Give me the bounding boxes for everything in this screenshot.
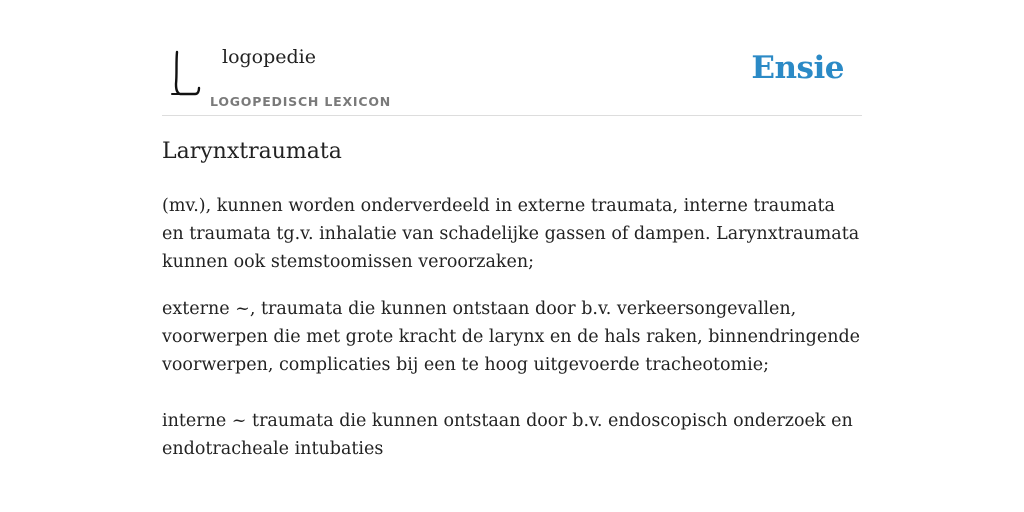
brand-logo[interactable]: Ensie (751, 50, 844, 86)
letter-l-logo-icon[interactable] (168, 48, 202, 98)
article-body (162, 192, 862, 463)
paragraph-external: externe ~, traumata die kunnen ontstaan door b.v. verkeersongevallen, voorwerpen die met grote kracht de larynx en de hals raken, binnendringende voorwerpen, complicaties bij een te hoog uitgevoerde tracheotomie; (162, 299, 861, 375)
paragraph-internal: interne ~ traumata die kunnen ontstaan door b.v. endoscopisch onderzoek en endotracheale intubaties (162, 411, 853, 459)
page-title: Larynxtraumata (162, 139, 342, 164)
site-subtitle: LOGOPEDISCH LEXICON (210, 94, 392, 109)
paragraph-definition: (mv.), kunnen worden onderverdeeld in externe traumata, interne traumata en traumata tg.v. inhalatie van schadelijke gassen of dampen. Larynxtraumata kunnen ook stemstoomissen veroorzaken; (162, 196, 860, 272)
site-name[interactable]: logopedie (222, 46, 317, 68)
header (162, 40, 862, 116)
